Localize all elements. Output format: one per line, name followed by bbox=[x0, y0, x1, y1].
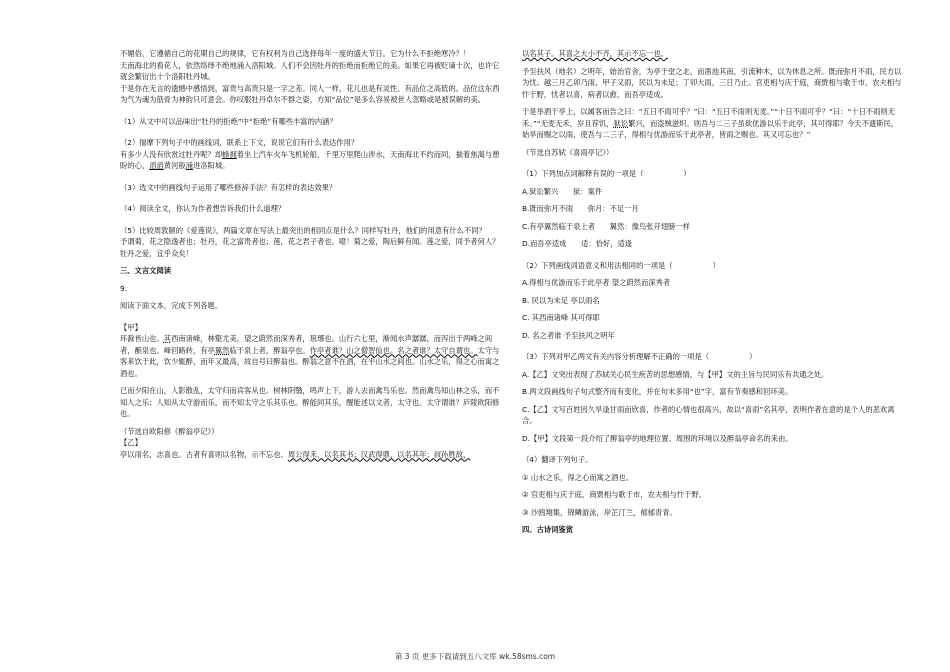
passage-jia-label: 【甲】 bbox=[120, 322, 142, 332]
mc-question-1 bbox=[522, 168, 902, 180]
wavy-underlined-sentence: 以名其子。其喜之大小不齐，其示不忘一也。 bbox=[522, 49, 668, 58]
passage-text: 环滁皆山也。 bbox=[120, 334, 164, 343]
translate-item-2: ② 官吏相与庆于庭，商贾相与歌于市，农夫相与忭于野。 bbox=[522, 490, 706, 499]
passage-line: 不媚俗，它遵循自己的花期自己的规律，它有权利为自己选择每年一度的盛大节日。它为什么不拒绝寒冷？！ bbox=[120, 49, 471, 58]
mc-question-3 bbox=[522, 351, 902, 363]
option-d: D. 名之者谁 予至扶风之明年 bbox=[522, 330, 615, 340]
section-heading: 三、文言文阅读 bbox=[120, 266, 172, 275]
sentence-text: 着坐上汽车火车飞机轮船，千里万里爬山涉水，天南海北不约而同，揣着焦渴与 bbox=[236, 149, 493, 159]
mc-question-2 bbox=[522, 260, 902, 272]
question-5-excerpt: 予谓菊，花之隐逸者也；牡丹，花之富贵者也；莲，花之君子者也。噫！菊之爱，陶后鲜有闻。莲之爱，同予者何人？牡丹之爱，宜乎众矣！ bbox=[120, 237, 500, 258]
passage-jia-p1 bbox=[120, 333, 504, 379]
underlined-word: 滔滔 bbox=[149, 161, 164, 170]
passage-jia-p2: 已而夕阳在山，人影散乱，太守归而宾客从也。树林阴翳，鸣声上下，游人去而禽鸟乐也。然而禽鸟知山林之乐，而不知人之乐；人知从太守游而乐，而不知太守之乐其乐也。醉能同其乐，醒能述以文者，太守也。太守谓谁？庐陵欧阳修也。 bbox=[120, 386, 500, 418]
question-5: （5）比较周敦颐的《爱莲说》，两篇文章在写法上最突出的相同点是什么？同样写牡丹，他们的用意有什么不同？ bbox=[120, 225, 486, 235]
translate-item-3: ③ 沙鸥翔集，锦鳞游泳，岸芷汀兰，郁郁青青。 bbox=[522, 507, 677, 517]
option-d: D.【甲】文段第一段介绍了醉翁亭的地理位置、周围的环境以及醉翁亭命名的来由。 bbox=[522, 433, 793, 443]
option-a: A.【乙】文突出表现了苏轼关心民生疾苦的思想感情，与【甲】文的主旨与民同乐有共通之处。 bbox=[522, 369, 829, 379]
passage-yi-label: 【乙】 bbox=[120, 438, 142, 447]
sentence-text: 有多少人没有欣赏过牡丹呢？却 bbox=[120, 149, 223, 159]
page-footer: 第 3 页 更多下载请到五八文库 wk.58sms.com bbox=[394, 652, 556, 661]
sentence-text: 憩盼的心， bbox=[120, 149, 500, 170]
option-b: B.两文段画线句子句式整齐而有变化，并在句末多用“也”字，富有节奏感和回环美。 bbox=[522, 387, 793, 396]
question-4: （4）阅读全文，你认为作者想告诉我们什么道理？ bbox=[120, 204, 286, 213]
question-bracket: ） bbox=[749, 352, 757, 361]
question-2: （2）揣摩下列句子中的画线词，联系上下文，说说它们有什么表达作用？ bbox=[120, 138, 359, 147]
wavy-underlined-sentence: 作亭者谁？山之僧智仙也。名之者谁？太守自谓也。 bbox=[309, 345, 478, 355]
passage-text: 太守与客来饮于此，饮少辄醉，而年又最高，故自号曰醉翁也。醉翁之意不在酒，在乎山水之间也。山水之乐，得之心而寓之酒也。 bbox=[120, 345, 500, 378]
option-a: A.得相与优游而乐于此亭者 望之蔚然而深秀者 bbox=[522, 278, 671, 287]
passage-yi-source: （节选自苏轼《喜雨亭记》） bbox=[522, 147, 614, 157]
right-column bbox=[522, 48, 902, 536]
question-3: （3）选文中的画线句子运用了哪些修辞手法？有怎样的表达效果？ bbox=[120, 182, 337, 192]
question-bracket: ） bbox=[683, 169, 691, 178]
question-stem: （2）下列画线词语意义和用法相同的一项是（ bbox=[522, 260, 673, 270]
underlined-word: 涌 bbox=[185, 161, 193, 170]
section-heading: 四、古诗词鉴赏 bbox=[522, 525, 574, 534]
option-b: B. 民以为未足 亭以雨名 bbox=[522, 295, 600, 305]
passage-text: 临于泉上者，醉翁亭也。 bbox=[229, 345, 310, 355]
option-a: A.狱讼繁兴 狱：案件 bbox=[522, 186, 603, 196]
sentence-text: 进洛阳城。 bbox=[192, 161, 230, 170]
passage-text: 西南诸峰，林壑尤美，望之蔚然而深秀者，琅琊也。山行六七里，渐闻水声潺潺，而泻出于两峰之间者，酿泉也。峰回路转，有亭 bbox=[120, 334, 493, 355]
question-bracket: ） bbox=[712, 260, 720, 270]
option-c: C.有亭翼然临于泉上者 翼然：像鸟张开翅膀一样 bbox=[522, 221, 690, 231]
dotted-word: 其 bbox=[163, 334, 172, 343]
passage-text: 繁兴，而盗贼滋炽。则吾与二三子虽欲优游以乐于此亭，其可得耶？今天不遗斯民，始旱而赐之以雨，使吾与二三子，得相与优游而乐于此亭者，皆雨之赐也。其又可忘也？” bbox=[522, 118, 899, 139]
question-number: 9. bbox=[120, 283, 127, 293]
option-c: C.【乙】文写百姓因久旱逢甘雨而欣喜，作者的心情也很高兴，故以“喜雨”名其亭，表明作者在意的是个人的悲欢离合。 bbox=[522, 404, 895, 425]
question-2-sentence bbox=[120, 149, 504, 172]
translate-item-1: ① 山水之乐，得之心而寓之酒也。 bbox=[522, 472, 634, 482]
option-c: C. 其西南诸峰 其可得耶 bbox=[522, 313, 600, 322]
question-stem: （3）下列对甲乙两文有关内容分析理解不正确的一项是（ bbox=[522, 352, 710, 361]
passage-jia-source: （节选自欧阳修《醉翁亭记》） bbox=[120, 426, 219, 436]
passage-text: 于是举酒于亭上，以属客而告之曰：“五日不雨可乎？”曰：“五日不雨则无麦。”“十日不雨可乎？”曰：“十日不雨则无禾。”“无麦无禾，岁且荐饥， bbox=[522, 107, 896, 128]
passage-paragraph: 于是你在无言的遗憾中感悟到，富贵与高贵只是一字之差。同人一样，花儿也是有灵性、有品位之高低的。品位这东西为气为魂为筋骨为神韵只可意会。你叹服牡丹卓尔不群之姿，方知“品位”是多么容易被世人忽略或是被误解的美。 bbox=[120, 83, 500, 104]
passage-yi-p3 bbox=[522, 106, 902, 141]
question-4-translate: （4）翻译下列句子。 bbox=[522, 455, 593, 464]
dotted-word: 翼然 bbox=[214, 345, 230, 355]
passage-text: 亭以雨名，志喜也。古者有喜则以名物，示不忘也。 bbox=[120, 449, 288, 459]
question-stem: （1）下列加点词解释有误的一项是（ bbox=[522, 169, 644, 178]
underlined-word: 蜂拥 bbox=[222, 149, 237, 159]
passage-yi-p2: 予至扶风（地名）之明年，始治官舍，为亭于堂之北，而凿池其南，引流种木，以为休息之所。既而弥月不雨，民方以为忧。越三月乙卯乃雨，甲子又雨，民以为未足；丁卯大雨，三日乃止。官吏相与庆于庭，商贾相与歌于市，农夫相与忭于野，忧者以喜，病者以愈，而吾亭适成。 bbox=[522, 66, 902, 99]
dotted-word: 狱讼 bbox=[613, 118, 629, 128]
question-1: （1）从文中可以品味出“牡丹的拒绝”中“拒绝”有哪些丰富的内涵？ bbox=[120, 116, 337, 126]
left-column bbox=[120, 48, 504, 460]
passage-yi-p1 bbox=[120, 449, 504, 461]
option-d: D.而吾亭适成 适：恰好，适逢 bbox=[522, 239, 633, 248]
instructions: 阅读下面文本，完成下列各题。 bbox=[120, 301, 223, 310]
wavy-underlined-sentence: 周公得禾，以名其书；汉武得鼎，以名其年；叔孙胜敌， bbox=[287, 449, 471, 459]
sentence-text: 黄河般 bbox=[163, 161, 186, 170]
option-b: B.既而弥月不雨 弥月：不足一月 bbox=[522, 204, 639, 213]
passage-paragraph: 天南海北的看花人，依然络绎不绝地涌入洛阳城。人们不会因牡丹的拒绝而拒绝它的美。如果它再被贬谪十次，也许它就会繁衍出十个洛阳牡丹城。 bbox=[120, 60, 500, 81]
